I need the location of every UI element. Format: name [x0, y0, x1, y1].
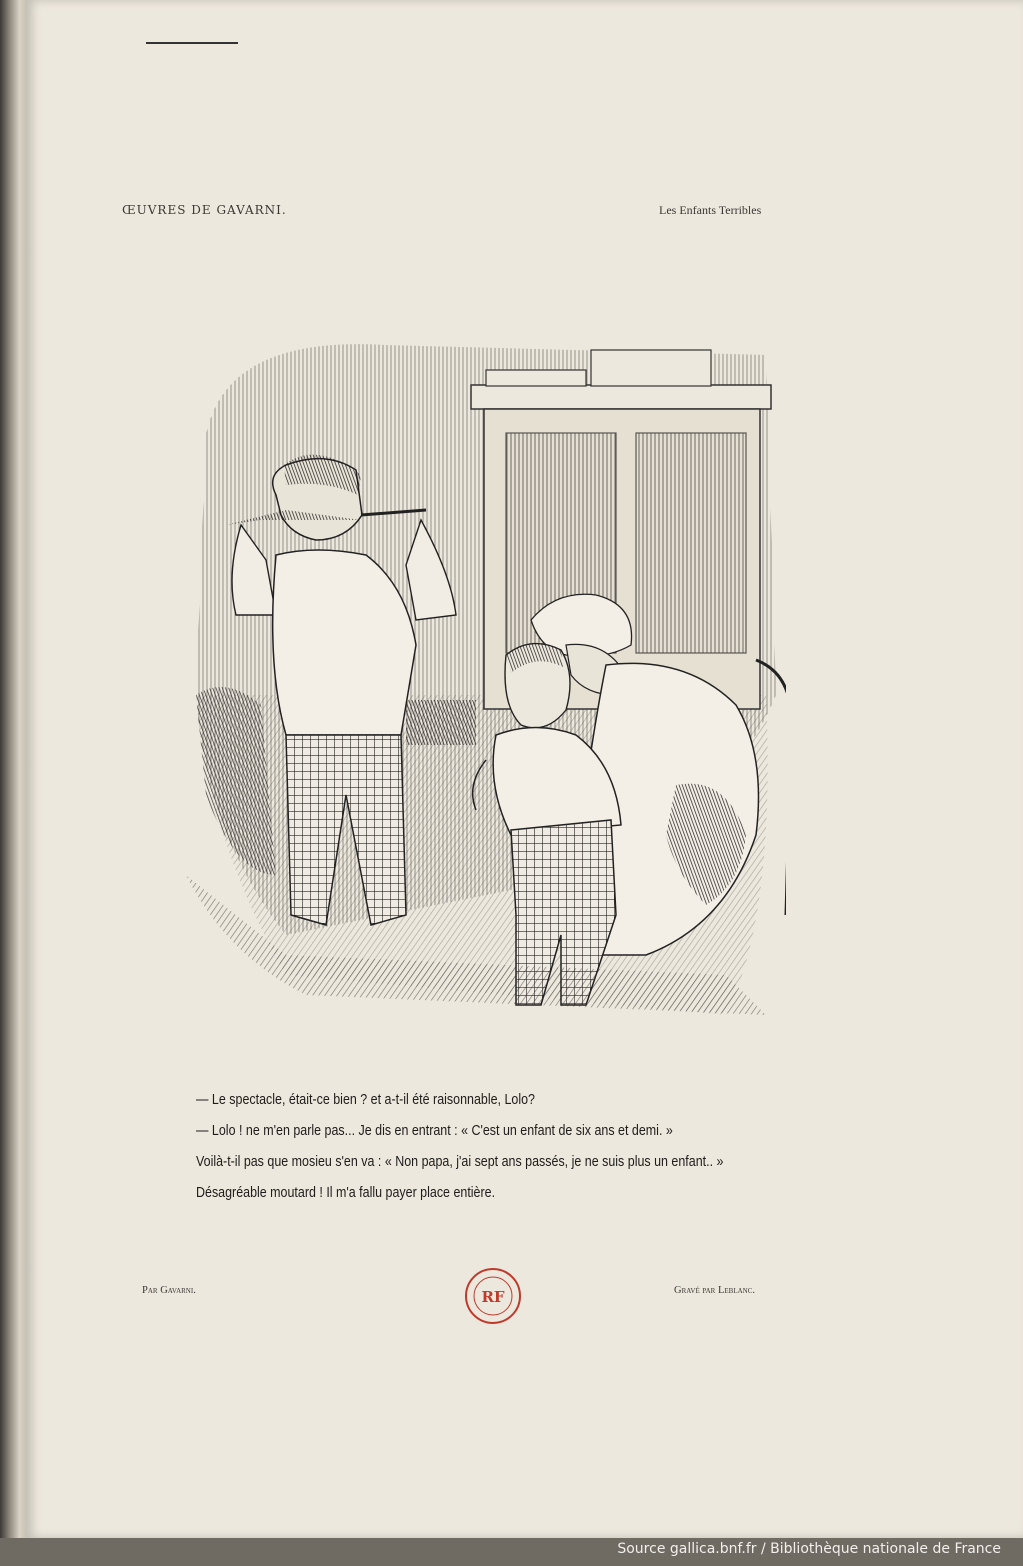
library-stamp — [462, 1265, 524, 1327]
credit-engraver: Gravé par Leblanc. — [674, 1285, 755, 1296]
engraving-illustration — [166, 315, 786, 1035]
book-page — [26, 0, 1023, 1538]
caption-text — [196, 1085, 832, 1209]
caption-line-4: Désagréable moutard ! Il m'a fallu payer place entière. — [196, 1185, 496, 1201]
caption-line-2: — Lolo ! ne m'en parle pas... Je dis en entrant : « C'est un enfant de six ans et demi. » — [196, 1123, 673, 1139]
source-credit: Source gallica.bnf.fr / Bibliothèque nationale de France — [617, 1541, 1001, 1557]
header-title: ŒUVRES DE GAVARNI. — [122, 203, 287, 217]
book-spine — [0, 0, 26, 1540]
header-series: Les Enfants Terribles — [659, 203, 762, 217]
caption-line-3: Voilà-t-il pas que mosieu s'en va : « Non papa, j'ai sept ans passés, je ne suis plus un enfant.. » — [196, 1154, 724, 1170]
credit-artist: Par Gavarni. — [142, 1285, 196, 1296]
top-rule — [146, 42, 238, 44]
caption-line-1: — Le spectacle, était-ce bien ? et a-t-il été raisonnable, Lolo? — [196, 1092, 535, 1108]
svg-text:RF: RF — [481, 1288, 505, 1306]
